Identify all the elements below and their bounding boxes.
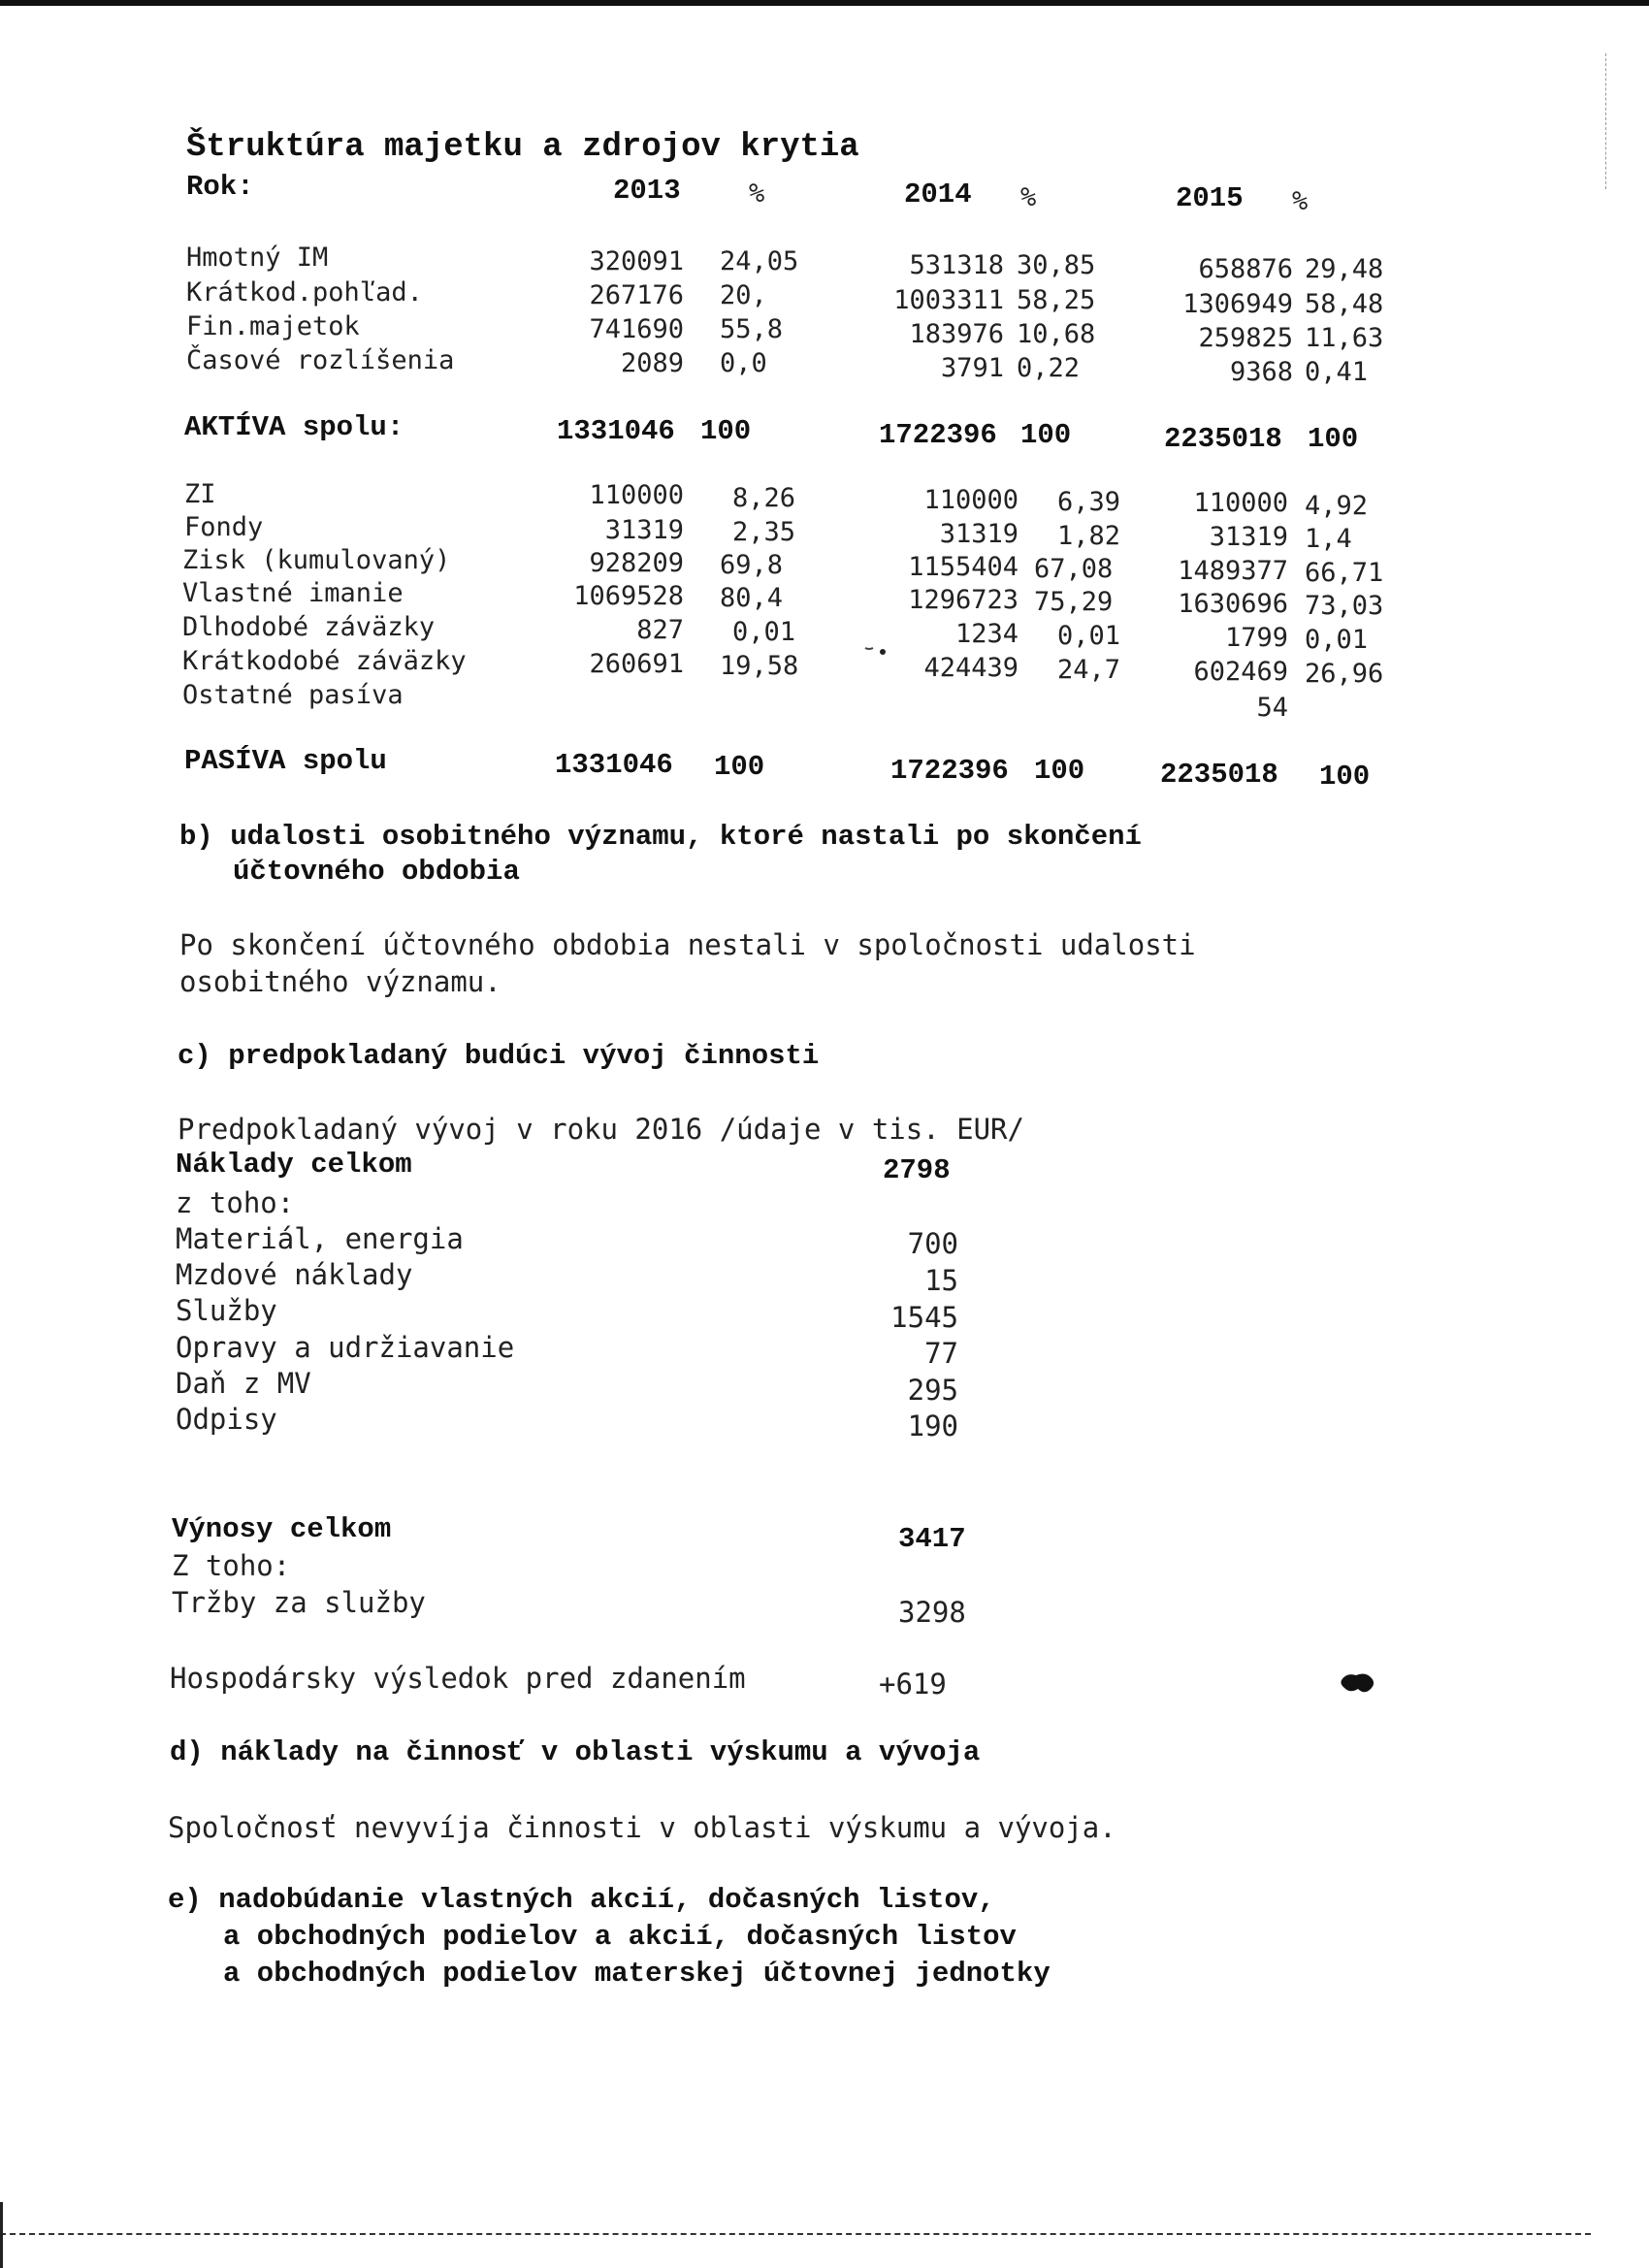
pct-2015: 26,96	[1305, 659, 1384, 689]
pct-2014: 30,85	[1017, 250, 1096, 280]
row-label: Zisk (kumulovaný)	[182, 545, 451, 575]
pct-2015: 0,01	[1305, 625, 1369, 655]
pct-2013: 55,8	[720, 314, 784, 344]
scan-bottom-edge	[0, 2233, 1591, 2235]
section-e-heading-3: a obchodných podielov materskej účtovnej jednotky	[223, 1958, 1051, 1990]
pct-2014: 6,39	[1057, 487, 1121, 517]
pct-2015: 29,48	[1305, 254, 1384, 284]
value-2015: 602469	[1193, 657, 1288, 687]
row-label: Vlastné imanie	[182, 578, 404, 608]
value-2015: 9368	[1229, 357, 1293, 387]
value-2013: 267176	[589, 280, 684, 310]
scan-left-edge	[0, 2202, 3, 2268]
result-value: +619	[879, 1668, 947, 1701]
cost-item-value: 295	[907, 1374, 958, 1407]
section-c-heading: c) predpokladaný budúci vývoj činnosti	[178, 1040, 820, 1072]
assets-total-2014: 1722396	[879, 419, 997, 451]
pct-2014: 10,68	[1017, 319, 1096, 349]
section-c-intro: Predpokladaný vývoj v roku 2016 /údaje v tis. EUR/	[178, 1113, 1024, 1146]
pct-2013: 80,4	[720, 583, 784, 613]
cost-item-value: 700	[907, 1227, 958, 1260]
value-2013: 320091	[589, 246, 684, 276]
value-2013: 827	[636, 615, 684, 645]
cost-item-label: Daň z MV	[176, 1367, 311, 1400]
revenue-item-label: Tržby za služby	[172, 1586, 426, 1619]
pct-2013: 0,01	[732, 617, 796, 647]
pct-2015: 11,63	[1305, 323, 1384, 353]
value-2013: 928209	[589, 548, 684, 578]
section-b-heading-2: účtovného obdobia	[233, 856, 520, 888]
scan-margin-mark	[1605, 53, 1608, 189]
pct-2014: 67,08	[1034, 554, 1114, 584]
pct-2014: 58,25	[1017, 285, 1096, 315]
section-d-heading: d) náklady na činnosť v oblasti výskumu a vývoja	[170, 1736, 981, 1768]
page-title: Štruktúra majetku a zdrojov krytia	[186, 129, 859, 166]
value-2015: 259825	[1198, 323, 1293, 353]
pct-2014: 1,82	[1057, 521, 1121, 551]
liabilities-total-pct-2014: 100	[1034, 755, 1085, 787]
value-2013: 110000	[589, 480, 684, 510]
year-2013-header: 2013	[613, 175, 681, 207]
value-2015: 31319	[1209, 522, 1288, 552]
value-2014: 531318	[909, 250, 1004, 280]
pct-2014-header: %	[1020, 182, 1037, 212]
cost-item-value: 77	[924, 1337, 958, 1370]
value-2015: 1489377	[1178, 556, 1288, 586]
row-label: Hmotný IM	[186, 243, 329, 273]
pct-2013: 2,35	[732, 517, 796, 547]
assets-total-pct-2014: 100	[1020, 419, 1072, 451]
value-2013: 31319	[604, 515, 684, 545]
value-2014: 424439	[923, 653, 1018, 683]
value-2014: 3791	[940, 353, 1004, 383]
pct-2013: 69,8	[720, 550, 784, 580]
pct-2015: 4,92	[1305, 491, 1369, 521]
scan-top-edge	[0, 0, 1649, 6]
section-e-heading-1: e) nadobúdanie vlastných akcií, dočasných listov,	[168, 1884, 995, 1916]
costs-of-which: z toho:	[176, 1186, 295, 1219]
value-2015: 1306949	[1182, 289, 1293, 319]
value-2014: 1155404	[908, 552, 1018, 582]
costs-total-value: 2798	[883, 1154, 951, 1186]
value-2014: 31319	[939, 519, 1018, 549]
assets-total-2013: 1331046	[557, 415, 675, 447]
revenue-total-value: 3417	[898, 1523, 966, 1555]
value-2013: 1069528	[573, 581, 684, 611]
revenue-of-which: Z toho:	[172, 1549, 291, 1582]
value-2014: 110000	[923, 485, 1018, 515]
value-2015: 1630696	[1178, 589, 1288, 619]
value-2014: 1296723	[908, 585, 1018, 615]
pct-2013: 8,26	[732, 483, 796, 513]
value-2013: 260691	[589, 649, 684, 679]
pct-2014: 0,22	[1017, 353, 1081, 383]
cost-item-label: Služby	[176, 1294, 277, 1327]
result-label: Hospodársky výsledok pred zdanením	[170, 1662, 746, 1695]
year-label: Rok:	[186, 171, 254, 203]
pct-2015: 58,48	[1305, 289, 1384, 319]
assets-total-pct-2013: 100	[700, 415, 752, 447]
pct-2013: 24,05	[720, 246, 799, 276]
pct-2013-header: %	[749, 178, 765, 209]
liabilities-total-2013: 1331046	[555, 749, 673, 781]
value-2015: 54	[1256, 693, 1288, 723]
row-label: Krátkod.pohľad.	[186, 277, 423, 308]
liabilities-total-pct-2013: 100	[714, 751, 765, 783]
year-2015-header: 2015	[1176, 182, 1244, 214]
pct-2015: 73,03	[1305, 591, 1384, 621]
section-b-text-1: Po skončení účtovného obdobia nestali v spoločnosti udalosti	[179, 928, 1196, 961]
pct-2013: 19,58	[720, 651, 799, 681]
pct-2015-header: %	[1292, 186, 1309, 216]
pct-2015: 0,41	[1305, 357, 1369, 387]
value-2015: 1799	[1224, 623, 1288, 653]
cost-item-value: 15	[924, 1264, 958, 1297]
section-e-heading-2: a obchodných podielov a akcií, dočasných listov	[223, 1921, 1017, 1953]
section-b-heading-1: b) udalosti osobitného významu, ktoré nastali po skončení	[179, 821, 1142, 853]
row-label: Časové rozlíšenia	[186, 345, 455, 375]
revenue-item-value: 3298	[898, 1596, 966, 1629]
liabilities-total-label: PASÍVA spolu	[184, 745, 387, 777]
row-label: Dlhodobé záväzky	[182, 612, 436, 642]
assets-total-pct-2015: 100	[1308, 423, 1359, 455]
cost-item-label: Opravy a udržiavanie	[176, 1331, 515, 1364]
assets-total-2015: 2235018	[1164, 423, 1282, 455]
pct-2014: 24,7	[1057, 655, 1121, 685]
pct-2013: 20,	[720, 280, 767, 310]
revenue-total-label: Výnosy celkom	[172, 1513, 392, 1545]
cost-item-label: Mzdové náklady	[176, 1258, 413, 1291]
value-2015: 110000	[1193, 488, 1288, 518]
value-2015: 658876	[1198, 254, 1293, 284]
row-label: Fondy	[184, 512, 264, 542]
liabilities-total-2014: 1722396	[890, 755, 1009, 787]
cost-item-value: 190	[907, 1409, 958, 1442]
pct-2015: 66,71	[1305, 558, 1384, 588]
assets-total-label: AKTÍVA spolu:	[184, 411, 404, 443]
value-2014: 1234	[954, 619, 1018, 649]
value-2013: 741690	[589, 314, 684, 344]
pct-2014: 75,29	[1034, 587, 1114, 617]
pct-2013: 0,0	[720, 348, 767, 378]
cost-item-label: Odpisy	[176, 1403, 277, 1436]
pct-2014: 0,01	[1057, 621, 1121, 651]
value-2014: 1003311	[893, 285, 1004, 315]
row-label: Fin.majetok	[186, 311, 360, 341]
liabilities-total-2015: 2235018	[1160, 759, 1278, 791]
scan-smudge	[863, 640, 892, 660]
costs-total-label: Náklady celkom	[176, 1149, 412, 1181]
section-b-text-2: osobitného významu.	[179, 965, 501, 998]
value-2014: 183976	[909, 319, 1004, 349]
year-2014-header: 2014	[904, 178, 972, 211]
ink-blot	[1339, 1670, 1377, 1696]
section-d-text: Spoločnosť nevyvíja činnosti v oblasti výskumu a vývoja.	[168, 1811, 1116, 1844]
row-label: Krátkodobé záväzky	[182, 646, 467, 676]
value-2013: 2089	[620, 348, 684, 378]
row-label: Ostatné pasíva	[182, 680, 404, 710]
cost-item-value: 1545	[890, 1301, 958, 1334]
cost-item-label: Materiál, energia	[176, 1222, 464, 1255]
row-label: ZI	[184, 479, 216, 509]
pct-2015: 1,4	[1305, 524, 1352, 554]
liabilities-total-pct-2015: 100	[1319, 761, 1371, 793]
